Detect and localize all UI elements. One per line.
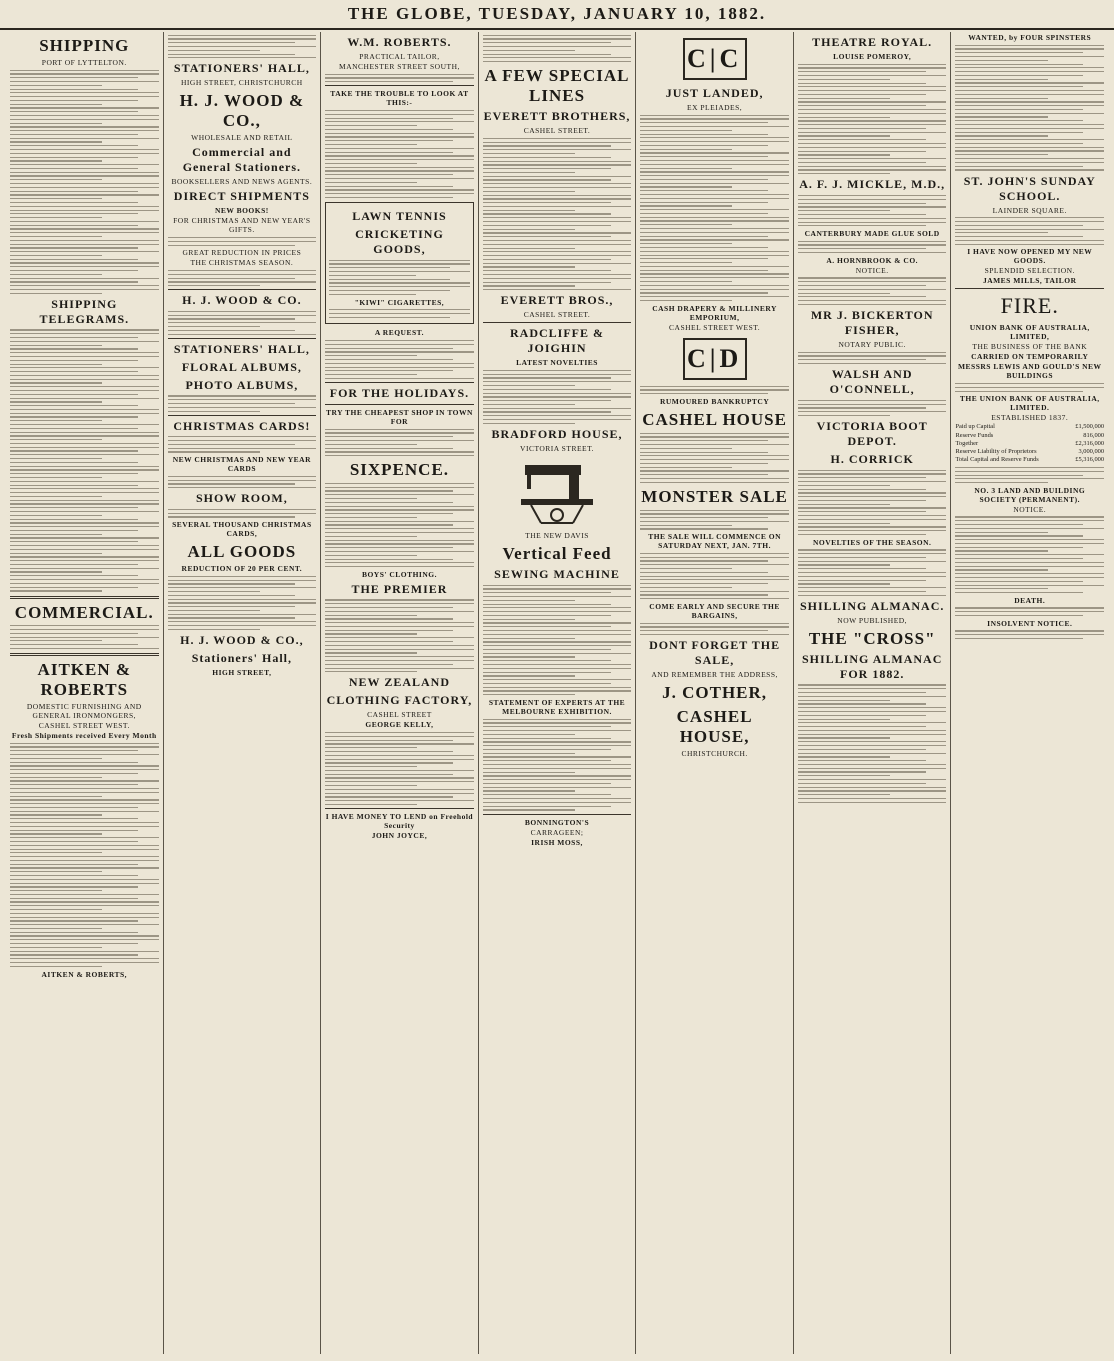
christmas-season: THE CHRISTMAS SEASON.	[190, 258, 294, 268]
col2-text-g	[168, 509, 317, 518]
column-5	[636, 32, 794, 1354]
notary-public: NOTARY PUBLIC.	[838, 340, 906, 350]
col7-text-d	[955, 467, 1104, 483]
col6-text-i	[798, 684, 947, 802]
capital-table	[955, 423, 1104, 464]
irish-moss: IRISH MOSS,	[531, 837, 583, 847]
cashel-street-4b: CASHEL STREET.	[523, 310, 591, 320]
gifts: FOR CHRISTMAS AND NEW YEAR'S GIFTS.	[173, 216, 311, 235]
col5-text-a	[640, 115, 789, 301]
table-row: Reserve Liability of Proprietors 3,000,000	[955, 447, 1105, 455]
port-heading: PORT OF LYTTELTON.	[41, 58, 127, 67]
masthead	[0, 0, 1114, 30]
ex-pleiades: EX PLEIADES,	[687, 103, 743, 112]
lawn-tennis-ad	[325, 202, 474, 324]
stationers-hall-2: STATIONERS' HALL,	[173, 341, 310, 356]
come-early: COME EARLY AND SECURE THE BARGAINS,	[649, 601, 780, 620]
col6-text-h	[798, 549, 947, 596]
carrageen: CARRAGEEN;	[530, 827, 584, 837]
cashel-street-4: CASHEL STREET.	[523, 126, 591, 136]
established-1837: ESTABLISHED 1837.	[991, 413, 1069, 423]
the-new-davis: THE NEW DAVIS	[525, 531, 589, 540]
lainder-square: LAINDER SQUARE.	[992, 205, 1067, 215]
photo-albums: PHOTO ALBUMS,	[185, 377, 299, 392]
column-4	[479, 32, 637, 1354]
col6-text-f	[798, 400, 947, 416]
louise-pomeroy: LOUISE POMEROY,	[833, 52, 912, 61]
col2-text-h	[168, 576, 317, 630]
victoria-street: VICTORIA STREET.	[520, 444, 595, 453]
aitken-roberts-text	[10, 743, 159, 967]
commercial-stationers: Commercial and General Stationers.	[182, 145, 302, 175]
cashel-house-2: CASHEL HOUSE,	[676, 707, 753, 747]
special-lines: A FEW SPECIAL LINES	[484, 66, 630, 106]
column-6	[794, 32, 952, 1354]
col3-text-a	[325, 74, 474, 83]
sale-saturday: THE SALE WILL COMMENCE ON SATURDAY NEXT, JAN. 7TH.	[648, 532, 781, 551]
just-landed: JUST LANDED,	[665, 86, 764, 100]
christmas-cards: CHRISTMAS CARDS!	[173, 418, 311, 433]
col3-text-e	[325, 340, 474, 379]
john-joyce: JOHN JOYCE,	[371, 831, 428, 841]
col2-text-f	[168, 476, 317, 489]
col3-text-b	[325, 110, 474, 198]
wanted-heading: WANTED, by FOUR SPINSTERS	[968, 33, 1092, 42]
the-cross: THE "CROSS"	[808, 628, 936, 648]
newspaper-columns	[6, 32, 1108, 1354]
new-zealand: NEW ZEALAND	[348, 675, 451, 690]
several-thousand: SEVERAL THOUSAND CHRISTMAS CARDS,	[172, 520, 312, 539]
col3-text-g	[325, 483, 474, 567]
hj-wood-heading: H. J. WOOD & CO.,	[179, 91, 305, 131]
col3-text-i	[325, 732, 474, 805]
sixpence: SIXPENCE.	[349, 460, 450, 480]
insolvent-notice: INSOLVENT NOTICE.	[987, 618, 1073, 628]
dont-forget: DONT FORGET THE SALE,	[649, 638, 781, 668]
new-books: NEW BOOKS!	[214, 206, 269, 216]
novelties-of-season: NOVELTIES OF THE SEASON.	[812, 537, 932, 547]
st-johns-school: ST. JOHN'S SUNDAY SCHOOL.	[963, 173, 1096, 203]
splendid-selection: SPLENDID SELECTION.	[984, 266, 1075, 276]
col2-top-text	[168, 35, 317, 59]
wm-roberts: W.M. ROBERTS.	[347, 35, 452, 49]
col4-text-d	[483, 719, 632, 811]
col2-text-e	[168, 436, 317, 452]
col6-text-b	[798, 195, 947, 226]
death-heading: DEATH.	[1014, 595, 1046, 605]
column-7	[951, 32, 1108, 1354]
christchurch: CHRISTCHURCH.	[681, 749, 748, 759]
column-3	[321, 32, 479, 1354]
great-reduction: GREAT REDUCTION IN PRICES	[182, 248, 302, 258]
james-mills: JAMES MILLS, TAILOR	[982, 276, 1077, 286]
canterbury-glue: CANTERBURY MADE GLUE SOLD	[804, 229, 940, 239]
col6-text-d	[798, 277, 947, 305]
column-1	[6, 32, 164, 1354]
col5-text-d	[640, 510, 789, 530]
cc-logo: C|C	[683, 38, 747, 80]
col3-text-d	[329, 309, 470, 318]
col7-text-b	[955, 217, 1104, 245]
new-christmas-cards: NEW CHRISTMAS AND NEW YEAR CARDS	[172, 455, 312, 474]
fire-heading: FIRE.	[1000, 293, 1059, 319]
shilling-almanac-1882: SHILLING ALMANAC FOR 1882.	[802, 651, 943, 681]
cash-drapery: CASH DRAPERY & MILLINERY EMPORIUM,	[652, 303, 777, 322]
col4-text-a	[483, 138, 632, 290]
walsh-oconnell: WALSH AND O'CONNELL,	[829, 367, 915, 397]
column-2	[164, 32, 322, 1354]
victoria-boot-depot: VICTORIA BOOT DEPOT.	[816, 419, 928, 449]
bradford-house: BRADFORD HOUSE,	[491, 427, 623, 441]
the-premier: THE PREMIER	[351, 581, 448, 596]
col2-text-c	[168, 311, 317, 335]
boys-clothing: BOYS' CLOTHING.	[361, 569, 437, 579]
table-row: Together £2,316,000	[955, 439, 1105, 447]
for-the-holidays: FOR THE HOLIDAYS.	[329, 386, 470, 401]
section-heading-shipping: SHIPPING	[39, 36, 130, 55]
kiwi-cigarettes: "KIWI" CIGARETTES,	[354, 297, 445, 307]
stationers-address: HIGH STREET, CHRISTCHURCH	[180, 78, 303, 88]
hj-wood-2: H. J. WOOD & CO.	[182, 293, 302, 308]
manchester-street: MANCHESTER STREET SOUTH,	[339, 62, 460, 71]
george-kelly: GEORGE KELLY,	[365, 720, 434, 730]
col7-text-c	[955, 383, 1104, 392]
table-row: Reserve Funds 816,000	[955, 431, 1105, 439]
col5-text-c	[640, 433, 789, 483]
high-street: HIGH STREET,	[212, 667, 272, 677]
col3-text-h	[325, 599, 474, 672]
section-heading-commercial: COMMERCIAL.	[14, 602, 154, 622]
clothing-factory: CLOTHING FACTORY,	[326, 693, 473, 708]
col7-text-a	[955, 45, 1104, 171]
cheapest-shop: TRY THE CHEAPEST SHOP IN TOWN FOR	[325, 408, 473, 427]
col6-text-c	[798, 241, 947, 254]
everett-bros-2: EVERETT BROS.,	[500, 293, 614, 308]
notice-7: NOTICE.	[1013, 504, 1047, 514]
wholesale-retail: WHOLESALE AND RETAIL	[191, 133, 293, 143]
remember-address: AND REMEMBER THE ADDRESS,	[651, 670, 778, 680]
notice-6: NOTICE.	[855, 265, 889, 275]
col5-text-f	[640, 623, 789, 636]
table-row: Paid up Capital £1,500,000	[955, 423, 1105, 431]
col7-text-f	[955, 607, 1104, 616]
stationers-hall-heading: STATIONERS' HALL,	[173, 61, 310, 76]
latest-novelties: LATEST NOVELTIES	[516, 358, 598, 368]
cd-logo: C|D	[683, 338, 747, 380]
col4-text-b	[483, 370, 632, 424]
lawn-tennis: LAWN TENNIS	[352, 209, 447, 224]
h-corrick: H. CORRICK	[830, 452, 914, 467]
bickerton-fisher: MR J. BICKERTON FISHER,	[810, 308, 934, 338]
col3-text-c	[329, 260, 470, 295]
col2-text-d	[168, 395, 317, 411]
commercial-text	[10, 625, 159, 649]
col2-text-b	[168, 270, 317, 286]
aitken-roberts-sub: DOMESTIC FURNISHING AND GENERAL IRONMONGERS,	[26, 702, 142, 721]
cashel-house: CASHEL HOUSE	[642, 410, 787, 429]
lazards-heading: TAKE THE TROUBLE TO LOOK AT THIS:-	[330, 89, 469, 108]
reduction-20: REDUCTION OF 20 PER CENT.	[181, 564, 303, 574]
bonningtons: BONNINGTON'S	[524, 817, 590, 827]
now-published: NOW PUBLISHED,	[837, 615, 908, 625]
col3-text-f	[325, 429, 474, 457]
union-bank-2: THE UNION BANK OF AUSTRALIA, LIMITED.	[959, 394, 1100, 413]
col6-text-e	[798, 352, 947, 365]
cashel-street-west: CASHEL STREET WEST.	[669, 322, 761, 332]
statement-of-experts: STATEMENT OF EXPERTS AT THE MELBOURNE EXHIBITION.	[488, 698, 626, 717]
col7-text-e	[955, 516, 1104, 593]
col4-text-c	[483, 585, 632, 696]
money-to-lend: I HAVE MONEY TO LEND on Freehold Security	[325, 812, 474, 831]
col2-text-a	[168, 237, 317, 246]
request-heading: A REQUEST.	[374, 328, 424, 338]
new-goods: I HAVE NOW OPENED MY NEW GOODS.	[967, 247, 1093, 266]
all-goods: ALL GOODS	[187, 542, 297, 562]
rumoured-bankruptcy: RUMOURED BANKRUPTCY	[659, 397, 770, 406]
aitken-roberts-heading: AITKEN & ROBERTS	[37, 660, 132, 700]
booksellers: BOOKSELLERS AND NEWS AGENTS.	[171, 177, 313, 187]
shilling-almanac: SHILLING ALMANAC.	[800, 598, 945, 613]
afj-mickle: A. F. J. MICKLE, M.D.,	[799, 177, 946, 192]
hornbrook: A. HORNBROOK & CO.	[826, 255, 919, 265]
col6-text-g	[798, 470, 947, 535]
union-bank: UNION BANK OF AUSTRALIA, LIMITED,	[969, 323, 1090, 342]
telegrams-text	[10, 329, 159, 591]
everett-brothers: EVERETT BROTHERS,	[483, 109, 631, 124]
table-row: Total Capital and Reserve Funds £5,316,000	[955, 456, 1105, 464]
aitken-roberts-address: CASHEL STREET WEST.	[38, 721, 130, 731]
aitken-roberts-signature: AITKEN & ROBERTS,	[41, 969, 128, 979]
monster-sale: MONSTER SALE	[641, 486, 788, 506]
practical-tailor: PRACTICAL TAILOR,	[359, 52, 440, 61]
cashel-street-3: CASHEL STREET	[367, 710, 432, 720]
direct-shipments: DIRECT SHIPMENTS	[173, 189, 310, 204]
building-society: NO. 3 LAND AND BUILDING SOCIETY (PERMANENT).	[974, 485, 1086, 504]
lewis-gould: MESSRS LEWIS AND GOULD'S NEW BUILDINGS	[957, 362, 1102, 381]
cricketing-goods: CRICKETING GOODS,	[355, 227, 444, 257]
show-room: SHOW ROOM,	[195, 491, 288, 506]
floral-albums: FLORAL ALBUMS,	[181, 359, 302, 374]
shipping-telegrams-heading: SHIPPING TELEGRAMS.	[39, 296, 130, 326]
fresh-shipments: Fresh Shipments received Every Month	[11, 731, 157, 741]
stationers-hall-3: Stationers' Hall,	[191, 650, 293, 665]
carried-on: CARRIED ON TEMPORARILY	[971, 352, 1089, 362]
col5-text-e	[640, 553, 789, 600]
newspaper-title: THE GLOBE, TUESDAY, JANUARY 10, 1882.	[347, 4, 767, 23]
col4-top	[483, 35, 632, 63]
j-cother: J. COTHER,	[662, 683, 768, 703]
sewing-machine: SEWING MACHINE	[494, 567, 620, 581]
theatre-royal: THEATRE ROYAL.	[812, 35, 933, 49]
vertical-feed: Vertical Feed	[502, 544, 612, 563]
sewing-machine-illustration	[517, 457, 597, 527]
col6-text-a	[798, 64, 947, 175]
radcliffe-joighin: RADCLIFFE & JOIGHIN	[510, 326, 605, 356]
col5-text-b	[640, 386, 789, 395]
col7-text-g	[955, 630, 1104, 639]
shipping-text	[10, 70, 159, 294]
business-of-bank: THE BUSINESS OF THE BANK	[972, 342, 1088, 352]
hj-wood-3: H. J. WOOD & CO.,	[180, 632, 304, 647]
